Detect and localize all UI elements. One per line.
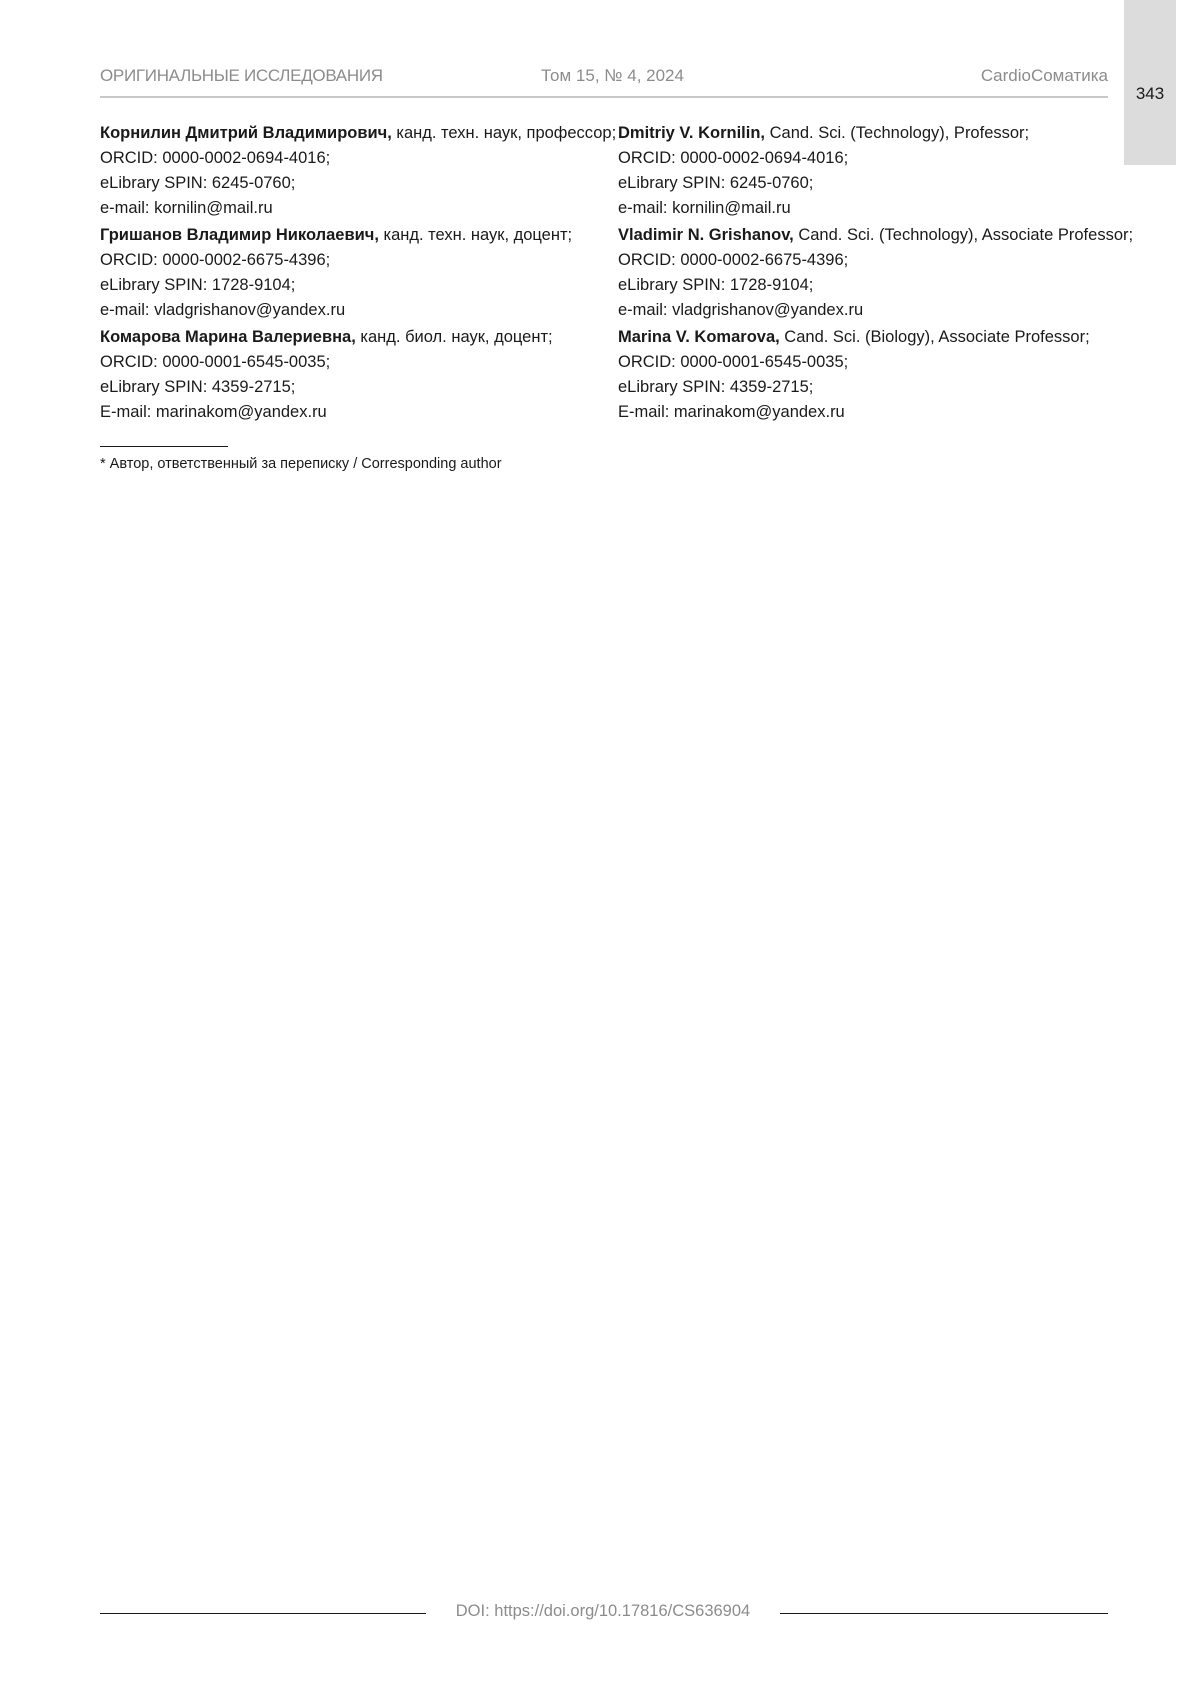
author-spin: eLibrary SPIN: 1728-9104; — [100, 276, 296, 294]
author-block — [100, 223, 600, 323]
author-email: e-mail: vladgrishanov@yandex.ru — [100, 301, 346, 319]
author-orcid: ORCID: 0000-0002-0694-4016; — [618, 149, 849, 167]
authors-column-ru — [100, 121, 617, 427]
footnote-rule — [100, 446, 228, 447]
running-head-issue: Том 15, № 4, 2024 — [541, 66, 684, 85]
author-name: Гришанов Владимир Николаевич, — [100, 226, 379, 244]
author-name: Комарова Марина Валериевна, — [100, 328, 356, 346]
author-email: e-mail: kornilin@mail.ru — [100, 199, 273, 217]
author-email: E-mail: marinakom@yandex.ru — [100, 403, 327, 421]
author-name: Корнилин Дмитрий Владимирович, — [100, 124, 392, 142]
authors-column-en — [618, 121, 1134, 427]
author-email: e-mail: vladgrishanov@yandex.ru — [618, 301, 864, 319]
author-spin: eLibrary SPIN: 4359-2715; — [618, 378, 814, 396]
author-spin: eLibrary SPIN: 4359-2715; — [100, 378, 296, 396]
author-name: Marina V. Komarova, — [618, 328, 780, 346]
footer-rule-left — [100, 1613, 426, 1614]
page-number: 343 — [1135, 84, 1165, 103]
author-block — [100, 325, 600, 425]
author-block — [100, 121, 617, 221]
author-spin: eLibrary SPIN: 6245-0760; — [100, 174, 296, 192]
author-orcid: ORCID: 0000-0001-6545-0035; — [618, 353, 849, 371]
author-email: e-mail: kornilin@mail.ru — [618, 199, 791, 217]
author-orcid: ORCID: 0000-0002-0694-4016; — [100, 149, 331, 167]
author-name: Dmitriy V. Kornilin, — [618, 124, 766, 142]
author-title: Cand. Sci. (Technology), Professor; — [765, 124, 1030, 142]
running-head-section: ОРИГИНАЛЬНЫЕ ИССЛЕДОВАНИЯ — [100, 66, 383, 85]
footnote: * Автор, ответственный за переписку / Corresponding author — [100, 456, 502, 472]
page-tab — [1124, 0, 1176, 165]
author-title: канд. техн. наук, доцент; — [378, 226, 573, 244]
footer-doi: DOI: https://doi.org/10.17816/CS636904 — [455, 1602, 751, 1620]
author-orcid: ORCID: 0000-0002-6675-4396; — [618, 251, 849, 269]
author-title: Cand. Sci. (Technology), Associate Professor; — [793, 226, 1134, 244]
running-head-journal: CardioСоматика — [980, 66, 1108, 85]
author-spin: eLibrary SPIN: 1728-9104; — [618, 276, 814, 294]
footer-rule-right — [780, 1613, 1108, 1614]
author-orcid: ORCID: 0000-0002-6675-4396; — [100, 251, 331, 269]
author-spin: eLibrary SPIN: 6245-0760; — [618, 174, 814, 192]
author-name: Vladimir N. Grishanov, — [618, 226, 794, 244]
author-title: канд. техн. наук, профессор; — [391, 124, 617, 142]
author-title: канд. биол. наук, доцент; — [355, 328, 553, 346]
author-orcid: ORCID: 0000-0001-6545-0035; — [100, 353, 331, 371]
author-block — [618, 325, 1118, 425]
header-rule — [100, 96, 1108, 98]
author-block — [618, 121, 1118, 221]
author-title: Cand. Sci. (Biology), Associate Professor; — [779, 328, 1090, 346]
author-email: E-mail: marinakom@yandex.ru — [618, 403, 845, 421]
author-block — [618, 223, 1134, 323]
